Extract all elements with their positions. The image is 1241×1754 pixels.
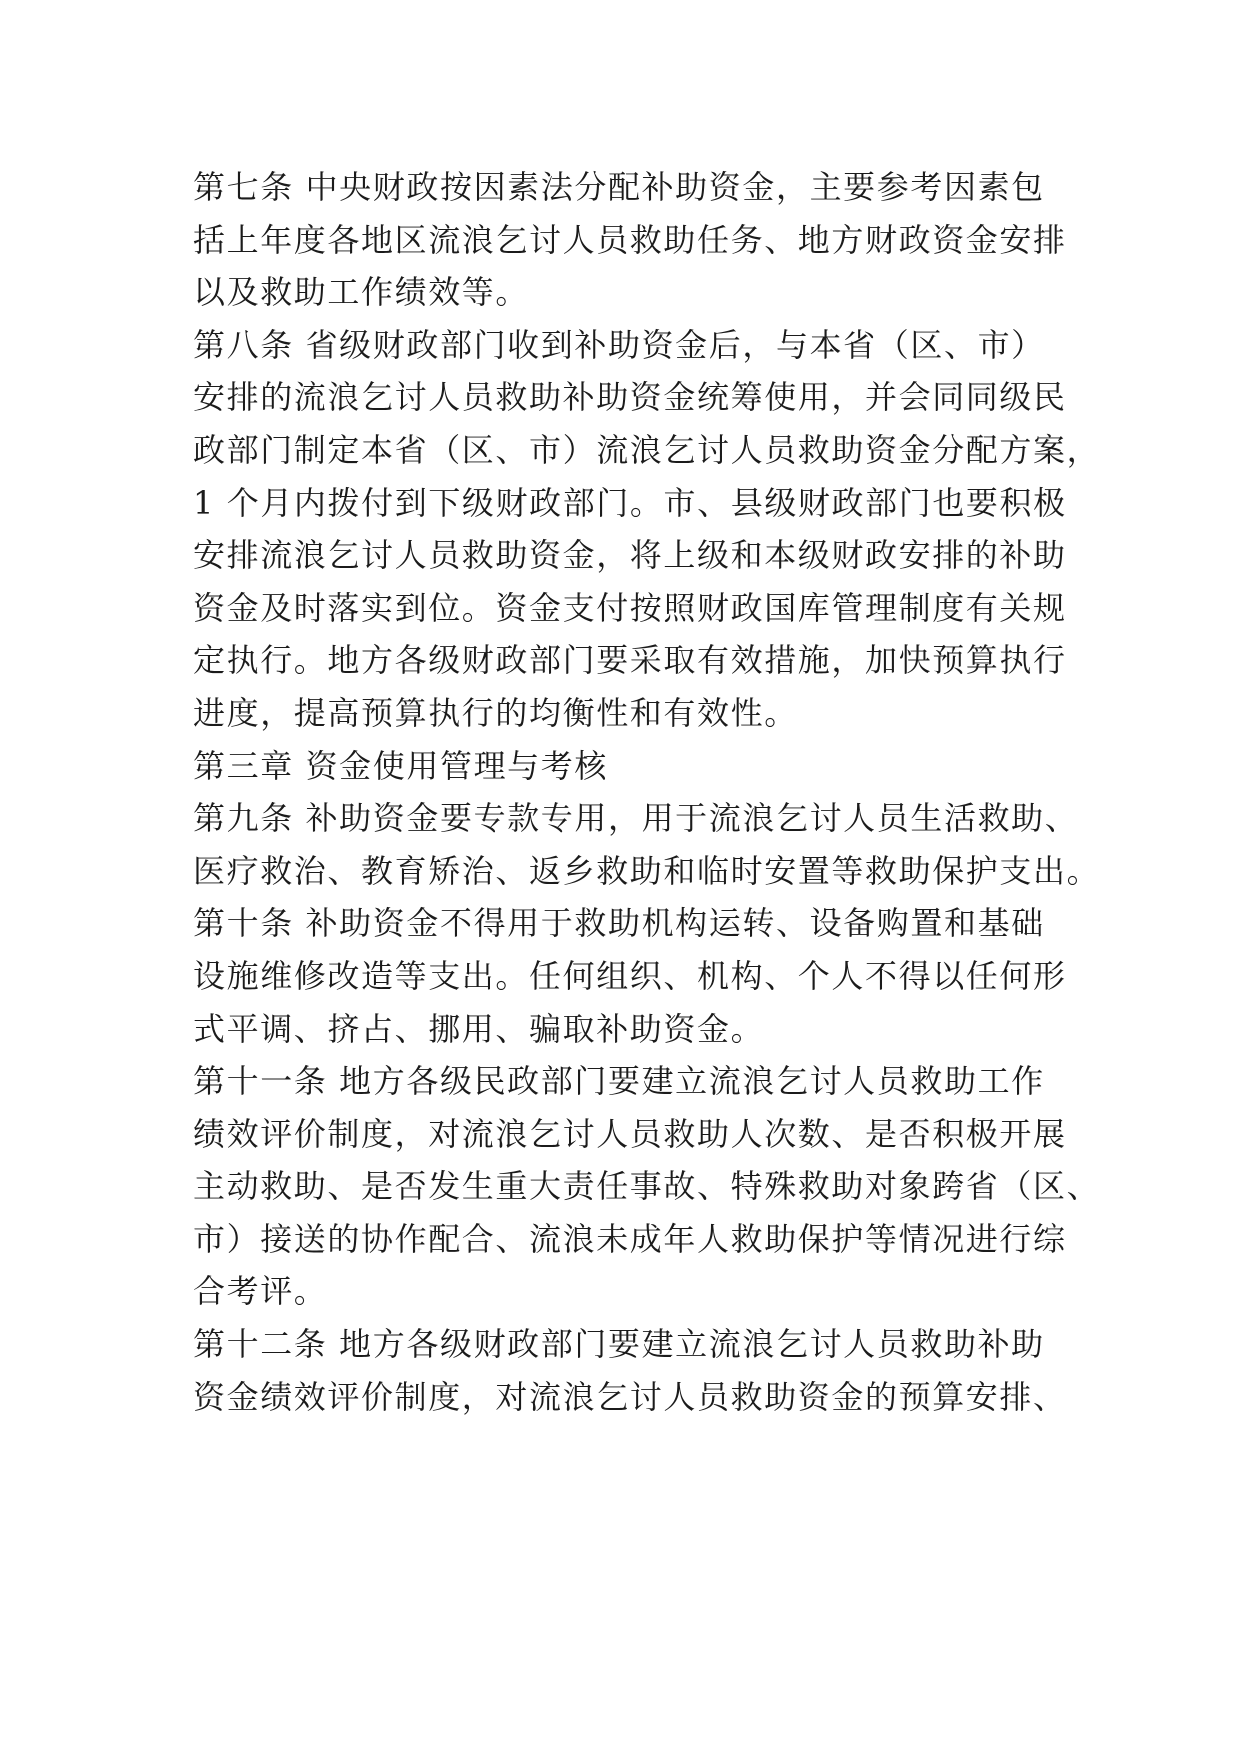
text-line: 医疗救治、教育矫治、返乡救助和临时安置等救助保护支出。 [193,851,1101,890]
text-line: 式平调、挤占、挪用、骗取补助资金。 [193,1009,765,1048]
text-line: 主动救助、是否发生重大责任事故、特殊救助对象跨省（区、 [193,1167,1101,1206]
chapter-heading: 第三章 资金使用管理与考核 [193,746,608,785]
text-line: 第七条 中央财政按因素法分配补助资金，主要参考因素包 [193,168,1045,206]
text-line: 第十一条 地方各级民政部门要建立流浪乞讨人员救助工作 [193,1062,1045,1101]
text-line: 定执行。地方各级财政部门要采取有效措施，加快预算执行 [193,641,1067,680]
text-line: 安排的流浪乞讨人员救助补助资金统筹使用，并会同同级民 [193,378,1067,417]
text-line: 括上年度各地区流浪乞讨人员救助任务、地方财政资金安排 [193,220,1067,259]
text-line: 第十条 补助资金不得用于救助机构运转、设备购置和基础 [193,904,1045,943]
text-line: 资金绩效评价制度，对流浪乞讨人员救助资金的预算安排、 [193,1377,1067,1416]
text-line: 第十二条 地方各级财政部门要建立流浪乞讨人员救助补助 [193,1325,1045,1364]
text-line: 第八条 省级财政部门收到补助资金后，与本省（区、市） [193,325,1045,364]
text-line: 第九条 补助资金要专款专用，用于流浪乞讨人员生活救助、 [193,799,1079,838]
text-line: 进度，提高预算执行的均衡性和有效性。 [193,693,798,732]
text-line: 安排流浪乞讨人员救助资金，将上级和本级财政安排的补助 [193,536,1067,575]
text-line: 1 个月内拨付到下级财政部门。市、县级财政部门也要积极 [193,483,1067,522]
document-body [193,161,1101,1423]
text-line: 以及救助工作绩效等。 [193,273,530,312]
text-line: 设施维修改造等支出。任何组织、机构、个人不得以任何形 [193,956,1067,995]
text-line: 政部门制定本省（区、市）流浪乞讨人员救助资金分配方案， [193,430,1101,469]
text-line: 资金及时落实到位。资金支付按照财政国库管理制度有关规 [193,588,1067,627]
text-line: 绩效评价制度，对流浪乞讨人员救助人次数、是否积极开展 [193,1114,1067,1153]
text-line: 市）接送的协作配合、流浪未成年人救助保护等情况进行综 [193,1219,1067,1258]
text-line: 合考评。 [193,1272,328,1311]
